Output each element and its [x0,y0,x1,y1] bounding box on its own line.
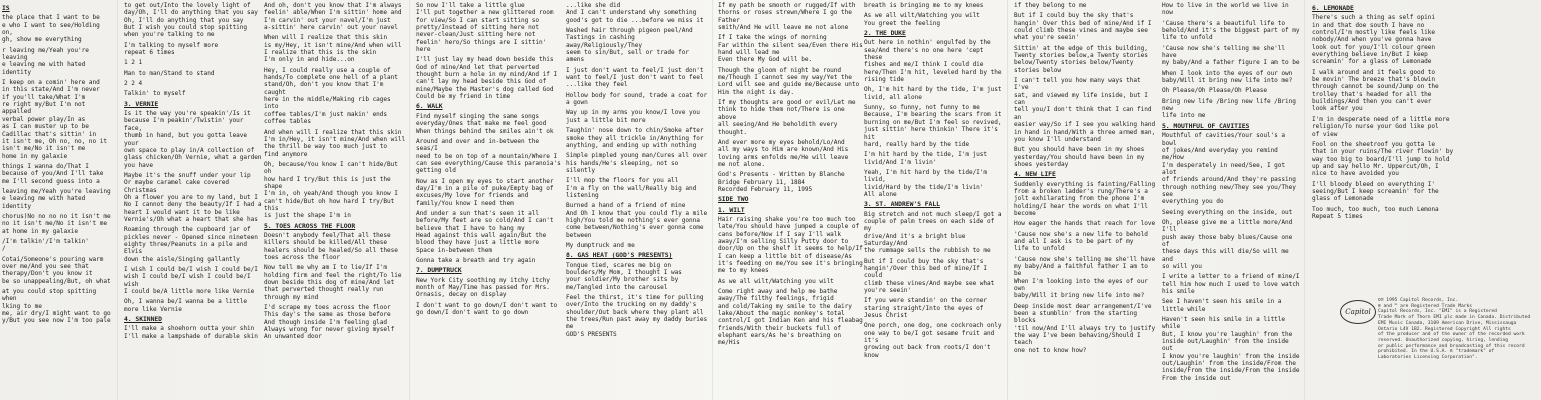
song-heading: 2. THE DUKE [864,29,906,38]
lyric-stanza: Out here in nothin' engulfed by the sea/And there's no one here 'cept these fishes and me/I think I could die here/Then I'm hit, leveled hard by the rising tide [864,39,1002,84]
lyric-stanza: Fool on the sheetroof you gotta le that in your ruins/The river flowin' by way too big to board/I'll jump to hold up and say hello Mr. Uppercut/Oh, I nice to have avoided you [1312,140,1454,178]
lyric-stanza: When will I realize that this skin is my/Hey, it isn't mine/And when will I realize that this is the skin I'm only in and hide...on [264,34,402,64]
lyric-stanza: I just don't want to feel/I just don't want to feel/I just don't want to feel ...like they feel [566,66,704,89]
lyric-stanza: ...like she did And I can't understand why something good's got to die ...before we miss it [566,2,704,24]
lyric-stanza: Oh, because/You know I can't hide/But oh how hard I try/But this is just the shape I'm in, oh yeah/And though you know I can't hide/But oh how hard I try/But this is just the shape I'm in [264,160,398,220]
lyric-stanza: Oh Please/Oh Please/Oh Please [1162,87,1267,95]
fold-crease [409,0,411,400]
lyric-stanza: If you were standin' on the corner staring straight/Into the eyes of Jesus Christ [864,297,988,320]
lyric-stanza: I'm talking to myself more repeat 6 times [124,41,219,57]
lyric-stanza: I keep on a comin' here and in this state/And I'm never if you'll take/What I'm re right my/But I'm not appalled verbal power play/In as as I can muster up to be Cadillac that's sittin' in it isn't me, Oh no, no, no it isn't me/No it isn't me home in my galaxie [2,79,107,160]
lyrics-column [566,2,708,398]
lyrics-column [1162,2,1302,398]
lyric-stanza: Now as I open my eyes to start another day/I'm in a pile of puke/Empty bag of excuses/My love for friends and family/You know I need them [416,177,554,207]
lyric-stanza: So now I'll take a little glue I'll put together a new glittered room for view/So I can start sitting so pretty/Instead of sitting here not never-clean/Just sitting here not feelin' hero/So things are I sittin' here [416,2,554,54]
fold-crease [712,0,714,400]
lyrics-column [124,2,264,398]
lyric-stanza: See I haven't seen his smile in a little while [1162,298,1282,313]
lyrics-column [1014,2,1156,398]
song-heading: 3. VERNIE [124,99,159,108]
lyric-stanza: Come right away and help me bathe away/The filthy feelings, frigid and cold/Taking my smile to the dairy lake/About the magic monkey's total control/I got Indian Ken and his fleabag friends/With their buckets full of elephant ears/As he's breathing on me/His [718,288,863,347]
lyrics-column [416,2,564,398]
lyric-stanza: And under a sun that's seen it all before/My feet are so cold/And I can't believe that I have to hang my Head against this wall again/But the blood they have just a little more Space in-between them [416,209,554,254]
fold-crease [1304,0,1306,400]
lyric-stanza: Find myself singing the same songs everyday/Ones that make me feel good When things behind the smiles ain't ok [416,112,554,135]
lyric-stanza: Feel the thirst, it's time for pulling over/Into the trucking on my daddy's shoulder/Out back where they plant all the trees/Run past away my daddy buries me GOD'S PRESENTS [566,294,708,338]
song-heading: 4. SKINNED [124,315,162,324]
lyric-stanza: I don't want to go down/I don't want to go down/I don't want to go down [416,301,558,317]
lyric-stanza: Too much, too much, too much Lemona Repeat 5 times [1312,205,1439,220]
lyric-stanza: to get out/Into the lovely light of day/Oh, I'll do anything that you say Oh, I'll do anything that you say But I wish you could stop spitting when you're talking to me [124,2,258,39]
lyric-stanza: the place that I want to be e who I want to see/Holding on, gh, show me everything [2,14,100,44]
lyrics-column [264,2,406,398]
lyric-stanza: 'Cause now she's telling me she'll have my baby/And a faithful father I am to be When I'm looking into the eyes of our own baby/Will it bring new life into me? [1014,255,1156,300]
lyric-stanza: Oh, I'm hit hard by the tide, I'm just livid, all alone [864,86,1002,101]
song-heading: 4. NEW LIFE [1014,170,1056,179]
lyric-stanza: How to live in the world we live in now [1162,2,1293,17]
lyric-stanza: Mouthful of cavities/Your soul's a bowl of jokes/And everyday you remind me/How I'm desperately in need/See, I got alot of friends around/And they're passing through nothing new/They see you/They see everything you do [1162,132,1296,206]
lyric-stanza: Tongue tied, scares me big on boulders/My Mom, I thought I was your soldier/My brother sits by me/Tangled into the carousel [566,261,682,291]
lyric-stanza: 'Cause now she's telling me she'll have my baby/And a father figure I am to be [1162,44,1300,67]
lyric-stanza: As we all wilt/Watching you wilt [718,277,834,285]
copyright-credits: ©℗ 1995 Capitol Records, Inc. ® and ™ are Registered Trade Marks Capitol Records, Inc. "EMI" is a Registered Trade Mark of Thorn EMI plc made in Canada. Distributed EMI Music Canada, 3109 American Drive, Mississauga Ontario L4V 1B2. Registered Copyright All rights of the producer and of the owner of the recorded work reserved. Unauthorized copying, hiring, lending or public performance and broadcasting of this record prohibited. In the U.S.A. ® "trademark" of Laboratories Licensing Corporation". [1378,298,1531,361]
lyric-stanza: 'Cause there's a beautiful life to behold/And it's the biggest part of my life to unfold [1162,19,1300,42]
lyric-stanza: Man to man/Stand to stand [124,69,215,77]
lyric-stanza: I write a letter to a friend of mine/I tell him how much I used to love watch his smile [1162,273,1300,296]
song-heading: 8. GAS HEAT (GOD'S PRESENTS) [566,251,673,260]
lyric-stanza: How eager the hands that reach for love [1014,220,1156,228]
lyric-stanza: Roaming through the cupboard jar of pickles never - Opened since nineteen eighty three/Peanuts in a pile and Elvis down the aisle/Singing gallantly [124,226,258,263]
lyric-stanza: Burned a hand of a friend of mine And Oh I know that you could fly a mile high/You told me nothing's ever gonna come between/Nothing's ever gonna come between [566,202,708,239]
lyric-stanza: Now tell me why am I to lie/If I'm holding firm and feel the right/To lie down beside this dog of mine/And let that perverted thought really run through my mind [264,264,402,301]
lyric-stanza: Oh, please give me a little more/And I'll push away those baby blues/Cause one of these days this will die/So will me and so will you [1162,218,1293,270]
song-heading: 5. MOUTHFUL OF CAVITIES [1162,121,1250,130]
lyric-stanza: Yeah, I'm hit hard by the tide/I'm livid, livid/Hard by the tide/I'm livin' All alone [864,168,988,198]
lyric-stanza: As we all wilt/Watching you wilt You greet the feeling [864,12,980,27]
lyric-stanza: God's Presents - Written by Blanche Bridge February 11, 1884 Recorded February 11, 1995 [718,171,845,193]
lyric-stanza: things I wanna do/That I because of you/And I'll take me I'll second guess into a [2,162,104,185]
lyric-stanza: Washed hair through pigeon peel/And Tastings in cashing away/Religiously/They seem to sin/But, sell or trade for amens [566,27,693,64]
lyric-stanza: One porch, one dog, one cockroach only one way to be/I got sesame fruit and it's growing out back from roots/I don't know [864,322,1002,359]
fold-crease [1007,0,1009,400]
lyric-stanza: I can't tell you how many ways that I've sat, and viewed my life inside, but I can tell you/I don't think that I can find an easier way/So if I see you walking hand in hand in hand/With a three armed man, you know I'll understand [1014,77,1156,143]
lyric-stanza: 'Cause now she's a new life to behold and all I ask is to be part of my life to unfold [1014,230,1148,253]
lyric-stanza: I'll just lay my head down beside this God of mine/And let that perverted thought burn a hole in my mind/And if I can't lay my head beside this God of mine/Maybe the Master's dog called God Could be my friend in time [416,56,558,101]
lyric-stanza: If I take the wings of morning Far within the silent sea/Even there His hand will lead me Even there My God will be. [718,34,863,64]
lyric-stanza: I'd scrape my toes across the floor This day's the same as those before And though inside I'm feeling glad Always wrong for never giving myself An unwanted door [264,304,395,341]
lyric-stanza: I'll bloody bleed on everything I' seeing/But I keep screamin' for the glass of Lemonade [1312,180,1439,203]
lyric-stanza: Oh, I wanna be/I wanna be a little more like Vernie [124,298,248,313]
lyric-stanza: r leaving me/Yeah you're leaving e leaving me with hated identity [2,46,89,76]
label-logo: Capitol [1340,300,1376,324]
song-heading: 6. LEMONADE [1312,4,1354,12]
lyric-stanza: Is it the way you're speakin'/Is it because I'm peakin'/Twistin' your face, thumb in hand, but you gotta leave your own space to play in/A collection of glass chicken/Oh Vernie, what a garden you have [124,110,262,169]
lyric-stanza: Hollow body for sound, trade a coat for a gown [566,91,708,107]
lyric-stanza: Suddenly everything is fainting/Falling from a broken ladder's rung/There's a jolt exhilarating from the phone I'm holding/I hear the words on what I'll become [1014,180,1156,217]
lyric-stanza: Gonna take a breath and try again [416,257,536,264]
lyric-stanza: Sunny, so funny, not funny to me Because, I'm bearing the scars from it burning on me/But I'm feel so revived, just sittin' here thinkin' There it's hit hard, really hard by the tide [864,104,1002,148]
lyric-stanza: Seeing everything on the inside, out [1162,208,1293,216]
lyric-stanza: Bring new life /Bring new life /Bring new life into me [1162,97,1296,120]
lyric-stanza: I'm in desperate need of a little more religion/To nurse your God like pol of view [1312,115,1450,138]
lyric-stanza: 2 2 4 [124,80,143,88]
lyric-stanza: There's such a thing as self opini in and that doe south I have no control/I'm mostly like feels like nobody/And when you've gonna have look out for you/I'll colour green everything believe in/But I keep screamin' for a glass of Lemonade [1312,14,1436,66]
song-heading: SIDE TWO [718,195,749,204]
lyric-stanza: Big stretch and not much sleep/I got a couple of palm trees on each side of my drive/And it's a bright blue Saturday/And the rummage sells the rubbish to me [864,210,1002,255]
lyric-stanza: And ever more my eyes behold/Lo/And all my ways to Him are known/And His loving arms enfolds me/He will leave me not alone. [718,138,849,168]
lyric-stanza: if they belong to me [1014,2,1087,9]
lyric-stanza: But if I could buy the sky that's hangin' Over this bed of mine/And if I could climb these vines and maybe see what you're seein' [1014,12,1152,42]
lyric-stanza: leaving me/Yeah you're leaving e leaving me with hated identity [2,187,111,210]
lyric-stanza: If my thoughts are good or evil/Let me think to hide them not/There is one above all seeing/And He beholdith every thought. [718,99,856,136]
lyric-stanza: chorus)No no no no it isn't me no it isn't me/No it isn't me at home in my galaxie [2,212,111,235]
fold-crease [117,0,119,400]
lyric-stanza: Talkin' to myself [124,90,186,98]
lyric-stanza: But if I could buy the sky that's hangin'/Over this bed of mine/If I could climb these vines/And maybe see what you're seein' [864,257,995,295]
song-heading: 5. TOES ACROSS THE FLOOR [264,221,356,230]
song-heading: 7. DUMPTRUCK [416,266,462,275]
lyric-stanza: Hair raising shake you're too much too late/You should have jumped a couple of cans before/Now if I say I'll walk away/I'm selling Silly Putty door to door/Up on the shelf it seems to help/If I can keep a little bit of disease/As it's feeding on me/You see it's bringing me to my knees [718,215,863,275]
lyric-stanza: Simple pimpled young man/Cures all over his hands/He's sleeping, not so silently [566,152,708,174]
lyric-stanza: If my path be smooth or rugged/If with thorns or roses strewn/Where I go the Father smith/And He will leave me not alone [718,2,856,32]
lyric-stanza: Maybe it's the snuff under your lip Or maybe caramel cake covered Christmas Oh a flower you are to my land, but I No I cannot deny the beauty/If I had a heart I would want it to be like Vernie's/Oh what a heart that she has [124,171,262,223]
song-heading: IS [2,4,10,12]
lyric-stanza: at you could stop spitting when lking to me me, air dry/I might want to go y/But you see now I'm too pale [2,288,111,325]
lyric-stanza: New York City soothing my itchy itchy month of May/Time has passed for Mrs. Ornasis, decay on display [416,276,550,299]
lyric-stanza: Way up in my arms you know/I love you just a little bit more [566,109,700,124]
lyric-stanza: Haven't seen his smile in a little while But, I know you're laughin' from the inside out/Laughin' from the inside out I know you're laughin' from the inside out/Laughin' from the inside/From the inside/From the inside/From the inside From the inside out [1162,316,1300,382]
lyric-stanza: Doesn't anybody feel/That all these killers should be killed/All these healers should be healed/So all these toes across the floor [264,231,398,261]
lyric-stanza: And when will I realize that this skin I'm in/Hey, it isn't mine/And when will the thrill be way too much just to find anymore [264,128,406,158]
lyric-stanza: Hey, I could really use a couple of hands/To complete one hell of a plant stand/Oh, don't you know that I'm caught here in the middle/Making rib cages into coffee tables/I'm just makin' ends coffee tables [264,66,398,126]
lyric-stanza: I'll make a shoehorn outta your shin I'll make a lampshade of durable skin [124,325,258,340]
lyric-stanza: Taughin' nose down to chin/Smoke after smoke they all trickle in/Anything for anything, and ending up with nothing [566,127,704,149]
lyrics-column [718,2,864,398]
lyric-stanza: Around and over and in-between the seas/I need to be on top of a mountain/Where I can see everything/Cause this paranoia's getting old [416,137,561,175]
lyric-stanza: Cotai/Someone's pouring warm over me/And you see that therapy/Don't you know it be so unappealing/But, oh what [2,255,111,285]
lyric-stanza: And oh, don't you know that I'm always feelin' able/When I'm sittin' home and I'm carvin' out your navel/I'm just a-sittin' here carvin' out your navel [264,2,402,32]
lyric-stanza: Deep inside most dear arrangement/I've been a stumblin' from the starting blocks 'til now/And I'll always try to justify the way I've been behaving/Should I teach one not to know how? [1014,302,1156,354]
lyrics-column [864,2,1004,398]
lyric-stanza: Though the gloom of night be round me/Though I cannot see my way/Yet the Lord will see and guide me/Because unto Him the night is day. [718,66,860,96]
song-heading: 6. WALK [416,102,443,111]
lyric-stanza: I walk around and it feels good to be movin' The breeze that's blowin through cannot be sound/Jump on the trolley that's headed for all the buildings/And then you can't ever look after you [1312,68,1439,113]
lyric-stanza: When I look into the eyes of our own baby/Will it bring new life into me? [1162,69,1293,85]
lyric-stanza: But you should have been in my shoes yesterday/You should have been in my shoes yesterday [1014,146,1145,168]
lyric-stanza: 1 2 1 [124,59,143,67]
lyric-stanza: I'm hit hard by the tide, I'm just livid/And I'm livin' [864,151,988,166]
lyric-stanza: breath is bringing me to my knees [864,2,984,9]
lyric-stanza: I'll mop the floors for you all I'm a fly on the wall/Really big and listening [566,177,697,199]
lyric-stanza: Sittin' at the edge of this building, Twenty stories below,a Twenty stories below/Twenty stories below/Twenty stories below [1014,44,1148,74]
lyric-stanza: My dumptruck and me [566,241,635,249]
song-heading: 1. WILT [718,205,745,214]
lyrics-column [2,2,114,398]
song-heading: 3. ST. ANDREW'S FALL [864,200,940,209]
lyric-stanza: I wish I could be/I wish I could be/I wish I could be/I wish I could be/I wish I could be/A little more like Vernie [124,266,258,296]
lyric-stanza: /I'm talkin'/I'm talkin' / [2,237,89,253]
